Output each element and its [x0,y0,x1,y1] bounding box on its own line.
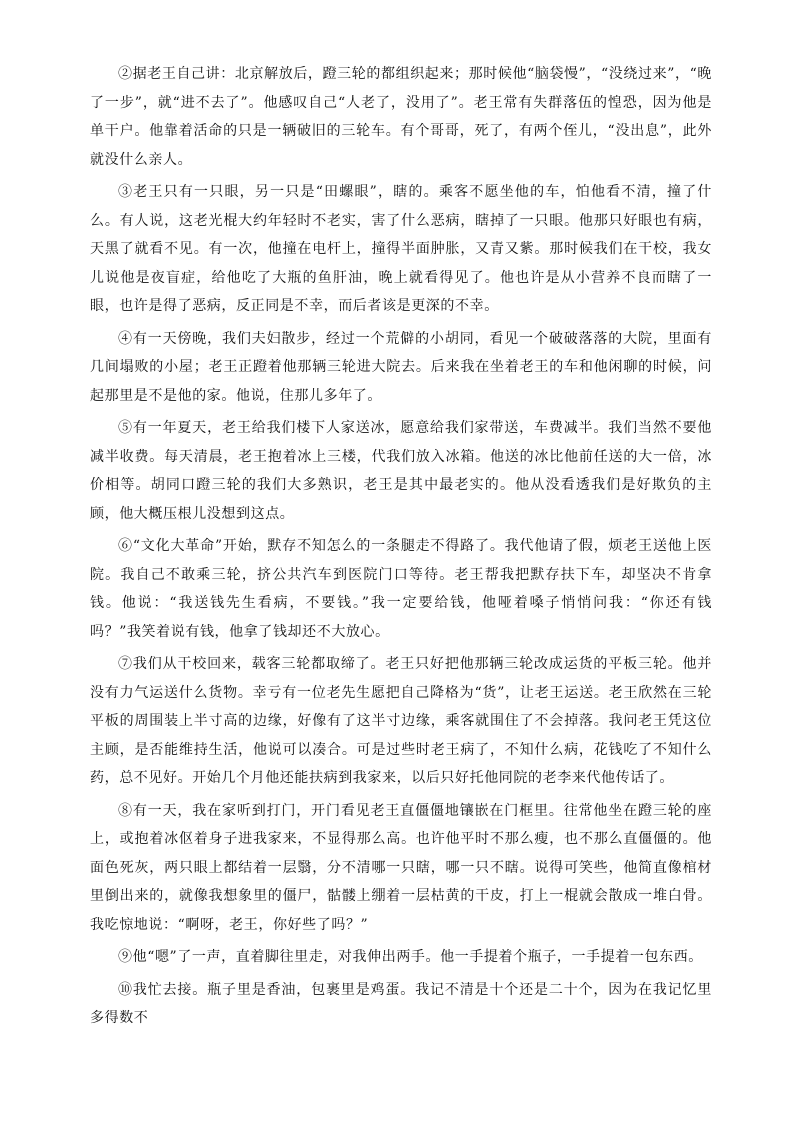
paragraph-2: ②据老王自己讲：北京解放后，蹬三轮的都组织起来；那时候他“脑袋慢”，“没绕过来”，“晚了一步”，就“进不去了”。他感叹自己“人老了，没用了”。老王常有失群落伍的惶恐，因为他是单干户。他靠着活命的只是一辆破旧的三轮车。有个哥哥，死了，有两个侄儿，“没出息”，此外就没什么亲人。 [90,66,712,168]
paragraph-5: ⑤有一年夏天，老王给我们楼下人家送冰，愿意给我们家带送，车费减半。我们当然不要他减半收费。每天清晨，老王抱着冰上三楼，代我们放入冰箱。他送的冰比他前任送的大一倍，冰价相等。胡同口蹬三轮的我们大多熟识，老王是其中最老实的。他从没看透我们是好欺负的主顾，他大概压根儿没想到这点。 [90,420,712,522]
paragraph-10: ⑩我忙去接。瓶子里是香油，包裹里是鸡蛋。我记不清是十个还是二十个，因为在我记忆里多得数不 [90,981,712,1026]
paragraph-8: ⑧有一天，我在家听到打门，开门看见老王直僵僵地镶嵌在门框里。往常他坐在蹬三轮的座上，或抱着冰伛着身子进我家来，不显得那么高。也许他平时不那么瘦，也不那么直僵僵的。他面色死灰，两只眼上都结着一层翳，分不清哪一只瞎，哪一只不瞎。说得可笑些，他简直像棺材里倒出来的，就像我想象里的僵尸，骷髅上绷着一层枯黄的干皮，打上一棍就会散成一堆白骨。我吃惊地说：“啊呀，老王，你好些了吗？” [90,802,712,933]
paragraph-3: ③老王只有一只眼，另一只是“田螺眼”，瞎的。乘客不愿坐他的车，怕他看不清，撞了什么。有人说，这老光棍大约年轻时不老实，害了什么恶病，瞎掉了一只眼。他那只好眼也有病，天黑了就看不见。有一次，他撞在电杆上，撞得半面肿胀，又青又紫。那时候我们在干校，我女儿说他是夜盲症，给他吃了大瓶的鱼肝油，晚上就看得见了。他也许是从小营养不良而瞎了一眼，也许是得了恶病，反正同是不幸，而后者该是更深的不幸。 [90,184,712,314]
paragraph-9: ⑨他“嗯”了一声，直着脚往里走，对我伸出两手。他一手提着个瓶子，一手提着一包东西。 [118,949,703,965]
paragraph-7: ⑦我们从干校回来，载客三轮都取缔了。老王只好把他那辆三轮改成运货的平板三轮。他并没有力气运送什么货物。幸亏有一位老先生愿把自己降格为“货”，让老王运送。老王欣然在三轮平板的周围装上半寸高的边缘，好像有了这半寸边缘，乘客就围住了不会掉落。我问老王凭这位主顾，是否能维持生活，他说可以凑合。可是过些时老王病了，不知什么病，花钱吃了不知什么药，总不见好。开始几个月他还能扶病到我家来，以后只好托他同院的老李来代他传话了。 [90,656,712,786]
paragraph-4: ④有一天傍晚，我们夫妇散步，经过一个荒僻的小胡同，看见一个破破落落的大院，里面有几间塌败的小屋；老王正蹬着他那辆三轮进大院去。后来我在坐着老王的车和他闲聊的时候，问起那里是不是他的家。他说，住那儿多年了。 [90,330,712,404]
paragraph-6: ⑥“文化大革命”开始，默存不知怎么的一条腿走不得路了。我代他请了假，烦老王送他上医院。我自己不敢乘三轮，挤公共汽车到医院门口等待。老王帮我把默存扶下车，却坚决不肯拿钱。他说：“我送钱先生看病，不要钱。”我一定要给钱，他哑着嗓子悄悄问我：“你还有钱吗？”我笑着说有钱，他拿了钱却还不大放心。 [90,538,712,640]
document-page [90,60,712,1037]
